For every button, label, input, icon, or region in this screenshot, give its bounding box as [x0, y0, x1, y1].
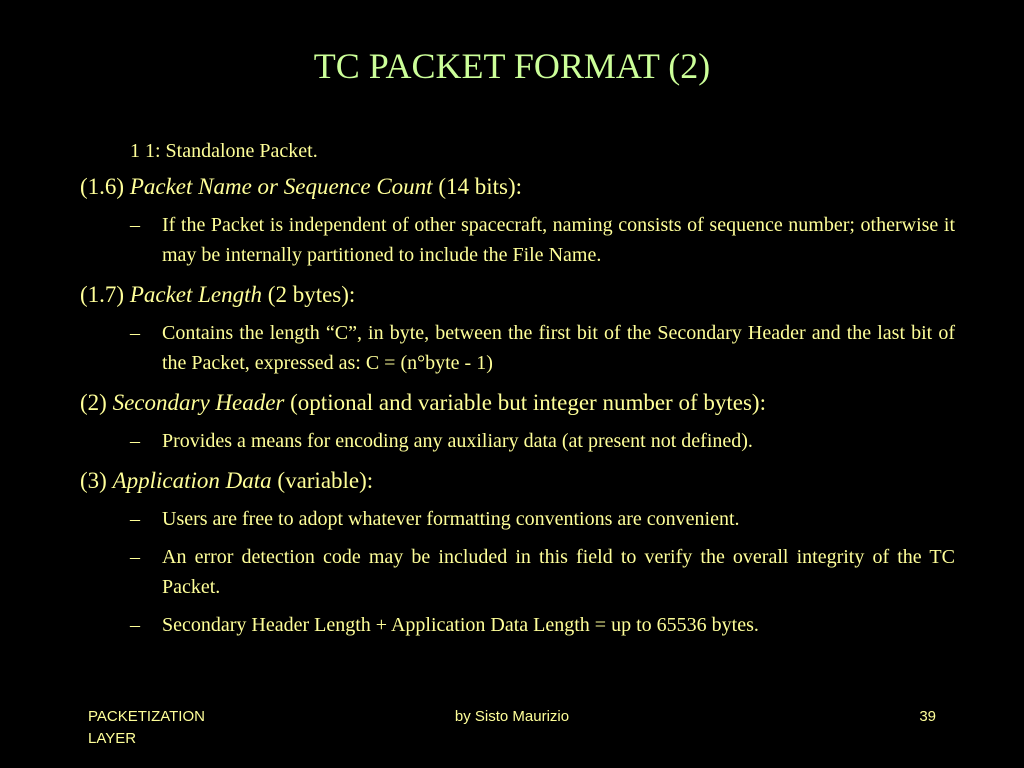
section-term: Secondary Header — [112, 390, 285, 415]
bullet-item — [130, 610, 955, 640]
bullet-item — [130, 426, 955, 456]
section-suffix: (optional and variable but integer number of bytes): — [284, 390, 766, 415]
section-prefix: (1.6) — [80, 174, 130, 199]
section-term: Application Data — [112, 468, 272, 493]
page-number: 39 — [919, 708, 936, 725]
bullet-item — [130, 504, 955, 534]
bullet-item — [130, 542, 955, 602]
bullet-dash: – — [130, 430, 140, 452]
bullet-text: Provides a means for encoding any auxiliary data (at present not defined). — [162, 430, 753, 452]
slide-body — [80, 172, 955, 648]
section-prefix: (2) — [80, 390, 113, 415]
section-packet-name — [80, 172, 955, 202]
bullet-item — [130, 318, 955, 378]
bullet-text: If the Packet is independent of other spacecraft, naming consists of sequence number; otherwise it may be internally partitioned to include the File Name. — [162, 214, 955, 266]
slide-title: TC PACKET FORMAT (2) — [313, 46, 711, 86]
section-secondary-header — [80, 388, 955, 418]
footer-author: by Sisto Maurizio — [454, 708, 570, 725]
bullet-dash: – — [130, 214, 140, 236]
footer-section-line2: LAYER — [88, 730, 137, 747]
bullet-dash: – — [130, 614, 140, 636]
section-suffix: (14 bits): — [432, 174, 523, 199]
section-suffix: (2 bytes): — [262, 282, 356, 307]
bullet-text: Contains the length “C”, in byte, between the first bit of the Secondary Header and the last bit of the Packet, expressed as: C = (n°byte - 1) — [162, 322, 955, 374]
bullet-text: An error detection code may be included in this field to verify the overall integrity of the TC Packet. — [162, 546, 955, 598]
bullet-text: Secondary Header Length + Application Data Length = up to 65536 bytes. — [162, 614, 759, 636]
section-packet-length — [80, 280, 955, 310]
bullet-dash: – — [130, 546, 140, 568]
section-term: Packet Name or Sequence Count — [129, 174, 433, 199]
bullet-text: Users are free to adopt whatever formatting conventions are convenient. — [162, 508, 740, 530]
bullet-item — [130, 210, 955, 270]
section-suffix: (variable): — [271, 468, 374, 493]
intro-line: 1 1: Standalone Packet. — [130, 140, 318, 162]
section-term: Packet Length — [129, 282, 263, 307]
section-prefix: (3) — [80, 468, 113, 493]
bullet-dash: – — [130, 322, 140, 344]
bullet-dash: – — [130, 508, 140, 530]
footer-section-line1: PACKETIZATION — [88, 708, 205, 725]
section-application-data — [80, 466, 955, 496]
section-prefix: (1.7) — [80, 282, 130, 307]
